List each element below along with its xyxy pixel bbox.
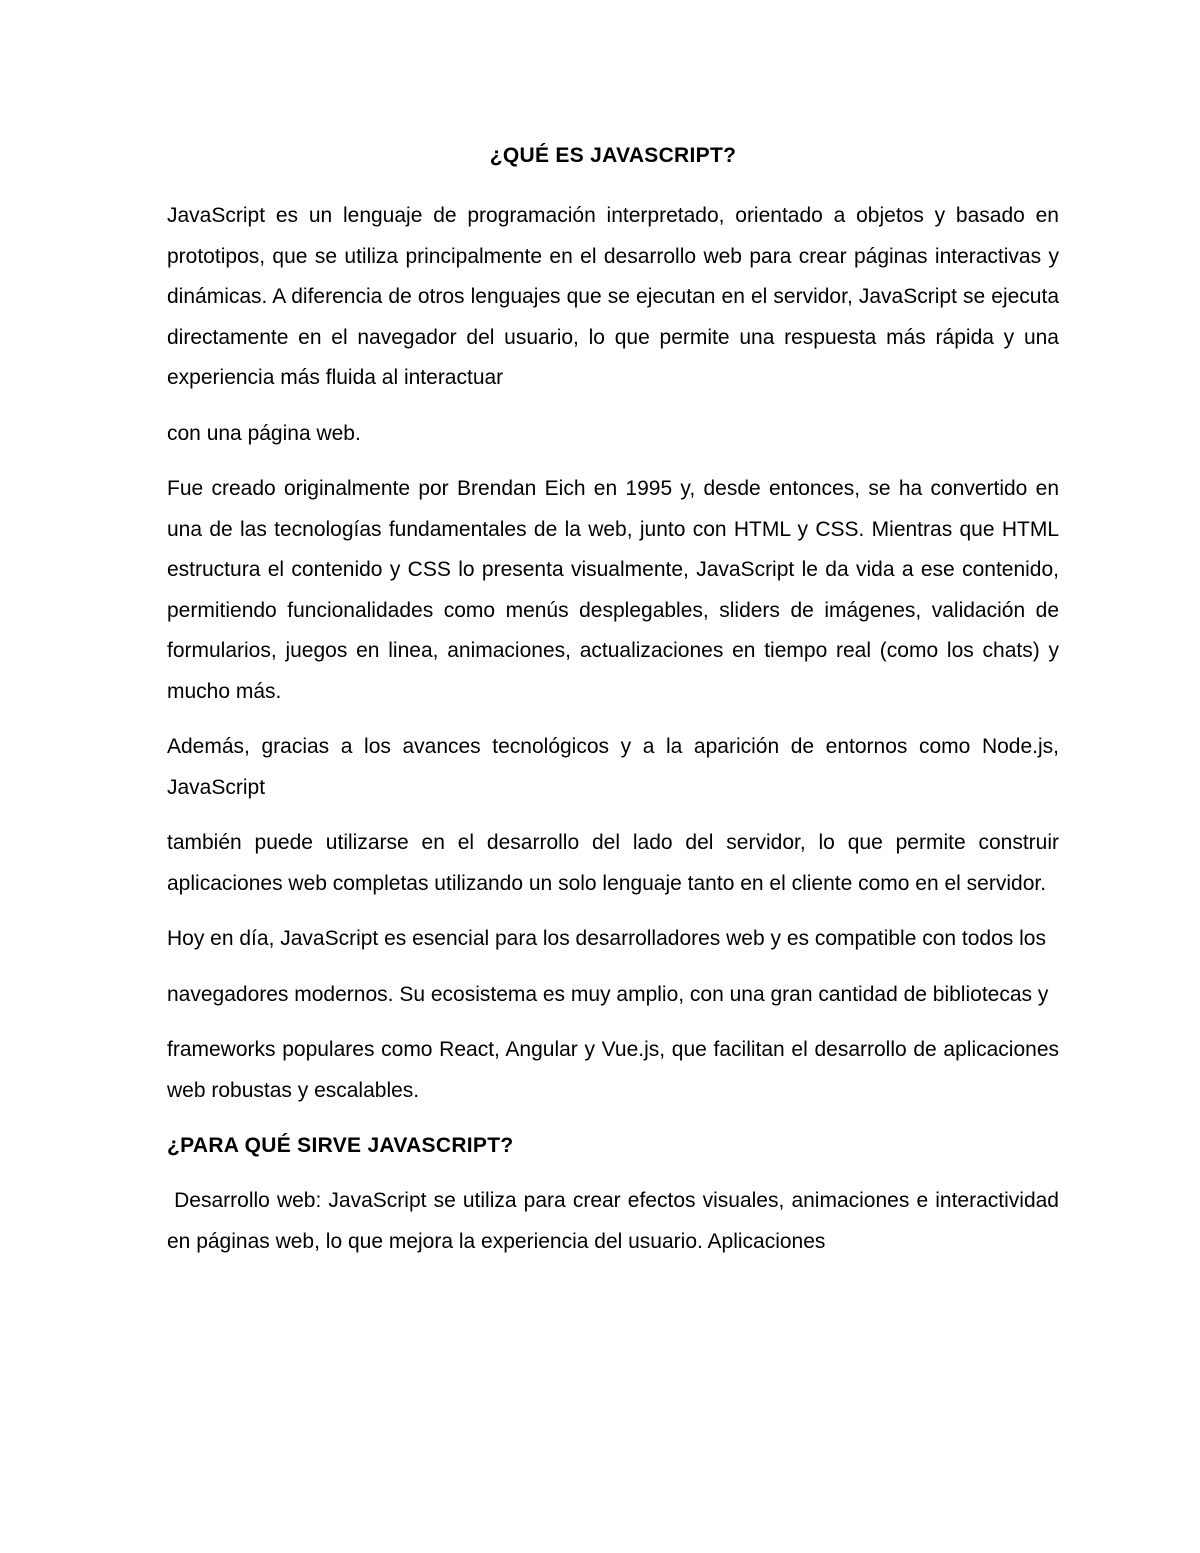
paragraph-server-side: también puede utilizarse en el desarrollo del lado del servidor, lo que permite construir aplicaciones web completas utilizando un solo lenguaje tanto en el cliente como en el servidor. (167, 831, 1059, 895)
page-title: ¿QUÉ ES JAVASCRIPT? (489, 144, 737, 167)
paragraph-today: Hoy en día, JavaScript es esencial para los desarrolladores web y es compatible con todos los (167, 927, 1046, 950)
paragraph-frameworks: frameworks populares como React, Angular y Vue.js, que facilitan el desarrollo de aplicaciones web robustas y escalables. (167, 1038, 1059, 1102)
paragraph-web-development: Desarrollo web: JavaScript se utiliza para crear efectos visuales, animaciones e interactividad en páginas web, lo que mejora la experiencia del usuario. Aplicaciones (167, 1189, 1065, 1253)
paragraph-nodejs: Además, gracias a los avances tecnológicos y a la aparición de entornos como Node.js, JavaScript (167, 735, 1059, 799)
paragraph-ecosystem: navegadores modernos. Su ecosistema es muy amplio, con una gran cantidad de bibliotecas y (167, 982, 1049, 1006)
paragraph-intro: JavaScript es un lenguaje de programación interpretado, orientado a objetos y basado en prototipos, que se utiliza principalmente en el desarrollo web para crear páginas interactivas y dinámicas. A diferencia de otros lenguajes que se ejecutan en el servidor, JavaScript se ejecuta directamente en el navegador del usuario, lo que permite una respuesta más rápida y una experiencia más fluida al interactuar (167, 204, 1059, 389)
paragraph-history: Fue creado originalmente por Brendan Eich en 1995 y, desde entonces, se ha convertido en una de las tecnologías fundamentales de la web, junto con HTML y CSS. Mientras que HTML estructura el contenido y CSS lo presenta visualmente, JavaScript le da vida a ese contenido, permitiendo funcionalidades como menús desplegables, sliders de imágenes, validación de formularios, juegos en linea, animaciones, actualizaciones en tiempo real (como los chats) y mucho más. (167, 477, 1059, 703)
section-heading: ¿PARA QUÉ SIRVE JAVASCRIPT? (167, 1134, 514, 1157)
paragraph-intro-continued: con una página web. (167, 421, 361, 445)
document-body (167, 136, 1065, 1277)
